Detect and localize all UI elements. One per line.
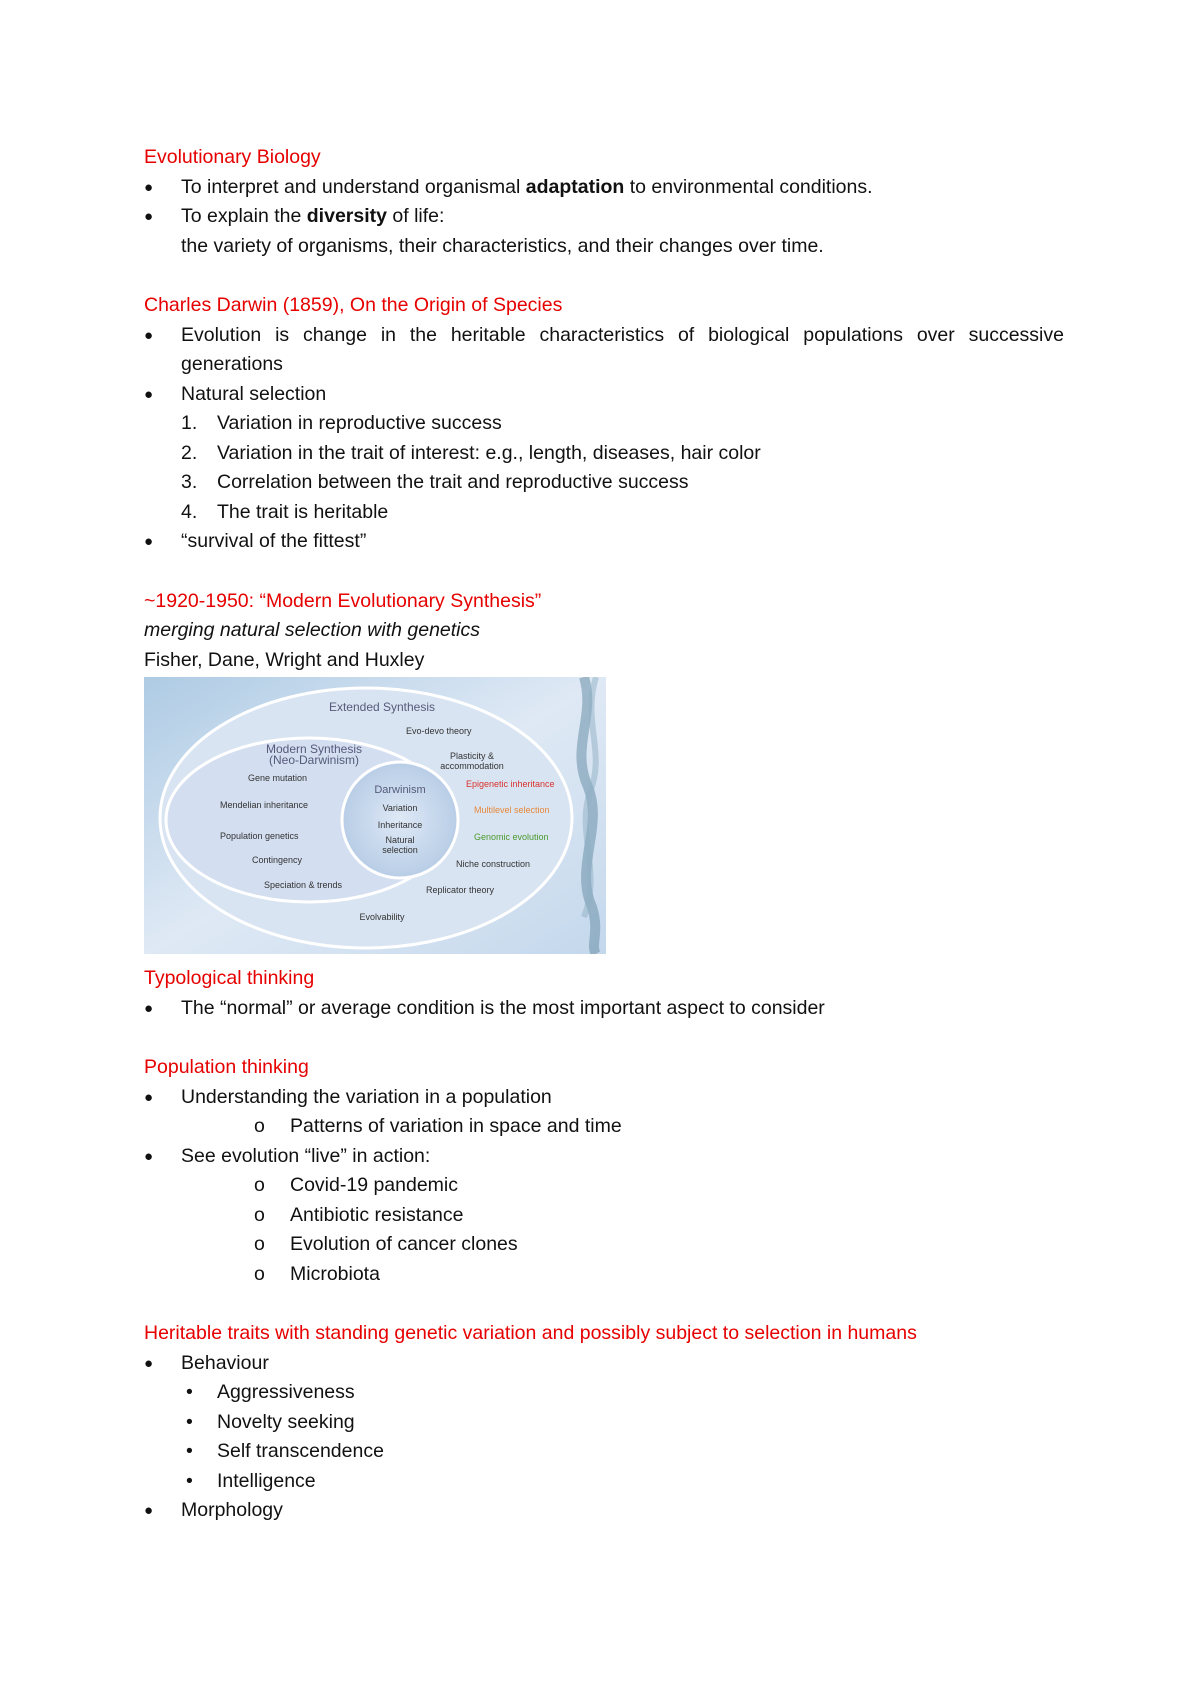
bullet-item	[144, 527, 1064, 557]
sub-bullet-item	[144, 1230, 1064, 1260]
bullet-item	[144, 380, 1064, 410]
numbered-text: Correlation between the trait and reproductive success	[217, 471, 689, 493]
bullet-item	[144, 202, 1064, 261]
bullet-text: to environmental conditions.	[624, 175, 873, 198]
outer-item-genomic: Genomic evolution	[474, 832, 549, 842]
bullet-icon: ●	[144, 208, 154, 225]
middle-title: Modern Synthesis	[265, 742, 363, 756]
small-bullet-icon: •	[186, 1469, 193, 1492]
sub-bullet-item	[144, 1378, 1064, 1408]
section-heading: Heritable traits with standing genetic variation and possibly subject to selection in humans	[144, 1322, 917, 1344]
section-darwin	[144, 291, 1064, 557]
section-typological	[144, 964, 1064, 1023]
numbered-item	[144, 498, 1064, 528]
list-number: 1.	[181, 412, 198, 434]
bullet-text: The “normal” or average condition is the most important aspect to consider	[181, 996, 825, 1019]
small-bullet-icon: •	[186, 1410, 193, 1433]
numbered-text: Variation in the trait of interest: e.g., length, diseases, hair color	[217, 441, 761, 464]
inner-title: Darwinism	[374, 784, 426, 796]
list-number: 4.	[181, 500, 198, 523]
numbered-text: The trait is heritable	[217, 500, 389, 523]
bullet-text: of life:	[386, 205, 445, 227]
middle-subtitle: (Neo-Darwinism)	[268, 753, 360, 767]
section-heritable-traits	[144, 1319, 1064, 1526]
bullet-item	[144, 1349, 1064, 1379]
middle-item: Population genetics	[220, 831, 299, 841]
sub-bullet-item	[144, 1260, 1064, 1290]
circle-bullet-icon: o	[254, 1203, 265, 1226]
sub-bullet-text: Novelty seeking	[217, 1410, 355, 1433]
sub-bullet-text: Antibiotic resistance	[290, 1203, 464, 1226]
bullet-icon: ●	[144, 1502, 154, 1519]
sub-bullet-text: Microbiota	[290, 1262, 380, 1285]
outer-item: accommodation	[440, 761, 504, 771]
sub-bullet-item	[144, 1201, 1064, 1231]
circle-bullet-icon: o	[254, 1115, 265, 1137]
middle-item: Mendelian inheritance	[220, 800, 309, 810]
sub-bullet-item	[144, 1171, 1064, 1201]
numbered-item	[144, 468, 1064, 498]
outer-item-epigenetic: Epigenetic inheritance	[466, 779, 555, 789]
authors-line: Fisher, Dane, Wright and Huxley	[144, 648, 425, 671]
small-bullet-icon: •	[186, 1440, 193, 1462]
section-heading: Typological thinking	[144, 967, 315, 989]
bullet-text: Natural selection	[181, 382, 327, 405]
numbered-item	[144, 439, 1064, 469]
numbered-text: Variation in reproductive success	[217, 412, 502, 434]
bullet-continuation: the variety of organisms, their characteristics, and their changes over time.	[181, 234, 824, 257]
bullet-text: To interpret and understand organismal	[181, 175, 526, 198]
section-evolutionary-biology	[144, 143, 1064, 261]
document-body	[144, 143, 1064, 1526]
outer-item: Evo-devo theory	[406, 726, 472, 736]
sub-bullet-item	[144, 1408, 1064, 1438]
sub-bullet-item	[144, 1467, 1064, 1497]
sub-bullet-text: Aggressiveness	[217, 1381, 355, 1403]
bullet-icon: ●	[144, 533, 154, 550]
bullet-text: “survival of the fittest”	[181, 530, 367, 552]
bullet-icon: ●	[144, 999, 154, 1017]
middle-item: Contingency	[252, 855, 303, 865]
section-subtitle: merging natural selection with genetics	[144, 619, 481, 641]
list-number: 3.	[181, 471, 198, 493]
outer-item: Niche construction	[456, 859, 531, 869]
bullet-item	[144, 1496, 1064, 1526]
bullet-text: Understanding the variation in a population	[181, 1085, 552, 1108]
sub-bullet-text: Covid-19 pandemic	[290, 1174, 459, 1196]
bold-term: adaptation	[525, 175, 625, 198]
sub-bullet-text: Self transcendence	[217, 1440, 384, 1462]
bullet-item	[144, 994, 1064, 1024]
sub-bullet-item	[144, 1112, 1064, 1142]
section-modern-synthesis	[144, 587, 1064, 955]
bullet-text: Behaviour	[181, 1351, 269, 1374]
section-population	[144, 1053, 1064, 1289]
section-heading: Charles Darwin (1859), On the Origin of Species	[144, 294, 563, 316]
bullet-item	[144, 1142, 1064, 1172]
sub-bullet-item	[144, 1437, 1064, 1467]
circle-bullet-icon: o	[254, 1262, 265, 1285]
list-number: 2.	[181, 441, 198, 464]
bullet-icon: ●	[144, 1147, 154, 1165]
circle-bullet-icon: o	[254, 1174, 265, 1196]
bullet-item	[144, 321, 1064, 380]
bullet-icon: ●	[144, 326, 154, 344]
inner-item: selection	[382, 845, 418, 855]
outer-item-multilevel: Multilevel selection	[474, 805, 550, 815]
outer-item: Replicator theory	[426, 885, 495, 895]
inner-item: Natural	[385, 835, 415, 845]
numbered-item	[144, 409, 1064, 439]
section-heading: Population thinking	[144, 1056, 309, 1078]
inner-item: Inheritance	[377, 820, 423, 830]
bullet-text: See evolution “live” in action:	[181, 1144, 431, 1167]
bold-term: diversity	[306, 205, 387, 227]
bullet-text: To explain the	[181, 205, 307, 227]
middle-item: Speciation & trends	[264, 880, 343, 890]
bullet-text: Morphology	[181, 1499, 283, 1521]
bullet-text: Evolution is change in the heritable characteristics of biological populations over successive generations	[181, 323, 1064, 375]
outer-title: Extended Synthesis	[328, 700, 436, 714]
bullet-icon: ●	[144, 1088, 154, 1106]
bullet-icon: ●	[144, 385, 154, 403]
bullet-item	[144, 173, 1064, 203]
middle-item: Gene mutation	[248, 773, 308, 783]
outer-item: Evolvability	[359, 912, 405, 922]
bullet-icon: ●	[144, 178, 154, 196]
sub-bullet-text: Intelligence	[217, 1469, 316, 1492]
section-heading: ~1920-1950: “Modern Evolutionary Synthesis”	[144, 589, 542, 612]
section-heading: Evolutionary Biology	[144, 146, 321, 168]
circle-bullet-icon: o	[254, 1233, 265, 1255]
bullet-icon: ●	[144, 1354, 154, 1372]
inner-item: Variation	[382, 803, 418, 813]
small-bullet-icon: •	[186, 1381, 193, 1403]
outer-item: Plasticity &	[449, 751, 495, 761]
bullet-item	[144, 1083, 1064, 1113]
extended-synthesis-diagram	[144, 677, 606, 954]
sub-bullet-text: Patterns of variation in space and time	[290, 1115, 622, 1137]
sub-bullet-text: Evolution of cancer clones	[290, 1233, 518, 1255]
